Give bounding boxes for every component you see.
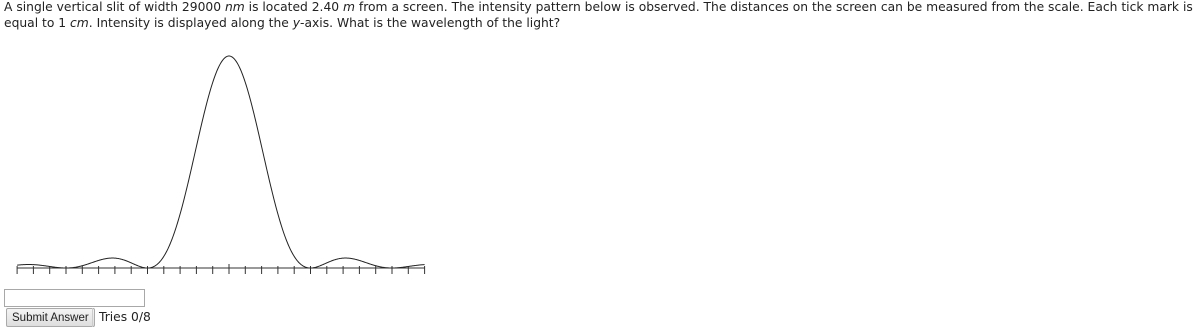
unit-m: m [343, 0, 356, 14]
unit-nm: nm [224, 0, 245, 14]
screen-scale-axis [17, 264, 425, 274]
axis-name: y [292, 15, 301, 30]
submit-answer-button[interactable]: Submit Answer [6, 308, 95, 327]
intensity-curve [17, 56, 425, 268]
answer-input[interactable] [4, 289, 145, 307]
question-part-4: . Intensity is displayed along the [88, 15, 293, 30]
intensity-pattern-chart [0, 44, 460, 284]
question-part-2: is located 2.40 [244, 0, 344, 14]
unit-cm: cm [70, 15, 89, 30]
question-part-3: from a screen. The intensity pattern below is observed. The distances on the screen can be measured from the scale. Each tick mark is equal to 1 [4, 0, 1193, 30]
question-part-1: A single vertical slit of width 29000 [4, 0, 225, 14]
question-text [4, 0, 1200, 31]
intensity-curve-group [17, 56, 425, 268]
question-part-5: -axis. What is the wavelength of the light? [300, 15, 561, 30]
tries-counter: Tries 0/8 [92, 308, 151, 327]
